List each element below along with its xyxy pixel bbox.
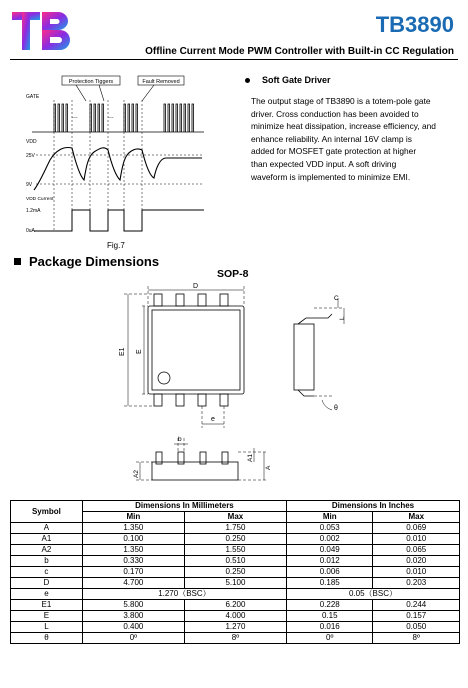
vdd-label: VDD xyxy=(26,139,37,145)
value-cell: 0.050 xyxy=(373,622,460,633)
vdd-current-waveform xyxy=(34,210,204,231)
value-cell: 0º xyxy=(82,633,184,644)
dim-A1-label: A1 xyxy=(247,454,254,462)
table-row xyxy=(11,578,460,589)
value-cell: 1.350 xyxy=(82,545,184,556)
table-row xyxy=(11,600,460,611)
value-cell: 0.006 xyxy=(287,567,373,578)
gate-dots-2: ... xyxy=(108,113,114,120)
table-row xyxy=(11,534,460,545)
table-row xyxy=(11,611,460,622)
paragraph-line: driver. Cross conduction has been avoided to xyxy=(251,108,419,119)
symbol-cell: b xyxy=(11,556,83,567)
package-section-heading xyxy=(14,254,159,269)
value-cell: 0.100 xyxy=(82,534,184,545)
value-cell: 0.228 xyxy=(287,600,373,611)
dim-theta-label: θ xyxy=(334,405,338,412)
value-cell: 3.800 xyxy=(82,611,184,622)
soft-gate-heading xyxy=(245,75,331,85)
symbol-cell: e xyxy=(11,589,83,600)
symbol-cell: L xyxy=(11,622,83,633)
figure-caption: Fig.7 xyxy=(107,241,125,250)
symbol-cell: E xyxy=(11,611,83,622)
paragraph-line: enhance reliability. An internal 16V clamp is xyxy=(251,133,412,144)
table-row xyxy=(11,556,460,567)
value-cell: 4.700 xyxy=(82,578,184,589)
vdd-waveform xyxy=(34,148,202,191)
value-cell: 0º xyxy=(287,633,373,644)
fault-callout-label: Fault Removed xyxy=(142,79,180,85)
i-high-label: 1.2mA xyxy=(26,208,41,214)
gate-waveform xyxy=(32,104,204,132)
v25-label: 25V xyxy=(26,153,35,159)
value-cell: 0.010 xyxy=(373,567,460,578)
dim-E1-label: E1 xyxy=(119,347,126,356)
value-cell: 1.550 xyxy=(184,545,286,556)
gate-label: GATE xyxy=(26,94,40,100)
value-cell: 0.244 xyxy=(373,600,460,611)
header-rule xyxy=(10,59,458,60)
value-cell: 1.750 xyxy=(184,523,286,534)
value-cell: 5.100 xyxy=(184,578,286,589)
value-cell: 0.185 xyxy=(287,578,373,589)
symbol-cell: A2 xyxy=(11,545,83,556)
vdd-current-label: VDD Current xyxy=(26,197,54,202)
header-mm-min: Min xyxy=(82,512,184,523)
value-cell: 1.270（BSC） xyxy=(82,589,286,600)
front-view xyxy=(152,452,238,480)
value-cell: 0.053 xyxy=(287,523,373,534)
value-cell: 1.270 xyxy=(184,622,286,633)
value-cell: 8º xyxy=(184,633,286,644)
value-cell: 0.010 xyxy=(373,534,460,545)
company-logo xyxy=(10,8,74,56)
header-mm-max: Max xyxy=(184,512,286,523)
symbol-cell: A xyxy=(11,523,83,534)
value-cell: 6.200 xyxy=(184,600,286,611)
symbol-cell: c xyxy=(11,567,83,578)
dim-A-label: A xyxy=(265,465,272,470)
value-cell: 0.170 xyxy=(82,567,184,578)
dim-L-label: L xyxy=(339,316,346,320)
part-number: TB3890 xyxy=(375,12,454,37)
v9-label: 9V xyxy=(26,182,33,188)
header-in-max: Max xyxy=(373,512,460,523)
pin1-marker xyxy=(158,372,170,384)
value-cell: 0.15 xyxy=(287,611,373,622)
value-cell: 1.350 xyxy=(82,523,184,534)
table-row xyxy=(11,545,460,556)
value-cell: 0.049 xyxy=(287,545,373,556)
soft-gate-title: Soft Gate Driver xyxy=(262,75,331,85)
value-cell: 5.800 xyxy=(82,600,184,611)
value-cell: 0.069 xyxy=(373,523,460,534)
value-cell: 0.400 xyxy=(82,622,184,633)
symbol-cell: A1 xyxy=(11,534,83,545)
paragraph-line: added for MOSFET gate protection at higher xyxy=(251,146,417,157)
bullet-icon xyxy=(245,78,250,83)
table-row xyxy=(11,622,460,633)
package-name: SOP-8 xyxy=(217,268,249,280)
symbol-cell: E1 xyxy=(11,600,83,611)
table-row xyxy=(11,567,460,578)
paragraph-line: The output stage of TB3890 is a totem-pole gate xyxy=(251,96,431,106)
table-row xyxy=(11,589,460,600)
value-cell: 0.002 xyxy=(287,534,373,545)
value-cell: 0.330 xyxy=(82,556,184,567)
header-inches: Dimensions In Inches xyxy=(287,501,460,512)
value-cell: 0.016 xyxy=(287,622,373,633)
value-cell: 0.250 xyxy=(184,567,286,578)
package-body-inner xyxy=(152,310,240,390)
fig7-waveform-diagram xyxy=(24,72,208,248)
sop8-package-drawing xyxy=(100,278,360,492)
dim-D-label: D xyxy=(193,283,199,290)
value-cell: 0.065 xyxy=(373,545,460,556)
document-subtitle: Offline Current Mode PWM Controller with Built-in CC Regulation xyxy=(145,46,454,57)
package-body-outline xyxy=(148,306,244,394)
header-millimeters: Dimensions In Millimeters xyxy=(82,501,286,512)
paragraph-line: minimize heat dissipation, increase efficiency, and xyxy=(251,121,436,132)
value-cell: 8º xyxy=(373,633,460,644)
dim-b-label: b xyxy=(178,436,182,443)
value-cell: 0.05（BSC） xyxy=(287,589,460,600)
i-low-label: 0uA xyxy=(26,228,35,234)
header-symbol: Symbol xyxy=(11,501,83,523)
header-in-min: Min xyxy=(287,512,373,523)
table-row xyxy=(11,523,460,534)
section-square-icon xyxy=(14,258,21,265)
side-view xyxy=(294,314,332,396)
symbol-cell: D xyxy=(11,578,83,589)
gate-dots-1: ... xyxy=(72,113,78,120)
dim-E-label: E xyxy=(136,349,143,354)
value-cell: 0.510 xyxy=(184,556,286,567)
paragraph-line: than expected VDD input. A soft driving xyxy=(251,158,397,169)
value-cell: 0.020 xyxy=(373,556,460,567)
dim-e-label: e xyxy=(211,416,215,423)
value-cell: 0.250 xyxy=(184,534,286,545)
package-section-title: Package Dimensions xyxy=(29,254,160,269)
dim-C-label: C xyxy=(334,295,339,302)
paragraph-line: waveform is implemented to minimize EMI. xyxy=(251,171,411,182)
protection-callout-label: Protection Tiggers xyxy=(68,79,114,85)
value-cell: 0.203 xyxy=(373,578,460,589)
symbol-cell: θ xyxy=(11,633,83,644)
soft-gate-paragraph xyxy=(251,95,457,183)
table-row xyxy=(11,633,460,644)
dimensions-table xyxy=(10,500,460,644)
value-cell: 4.000 xyxy=(184,611,286,622)
value-cell: 0.012 xyxy=(287,556,373,567)
value-cell: 0.157 xyxy=(373,611,460,622)
dim-A2-label: A2 xyxy=(133,470,140,478)
